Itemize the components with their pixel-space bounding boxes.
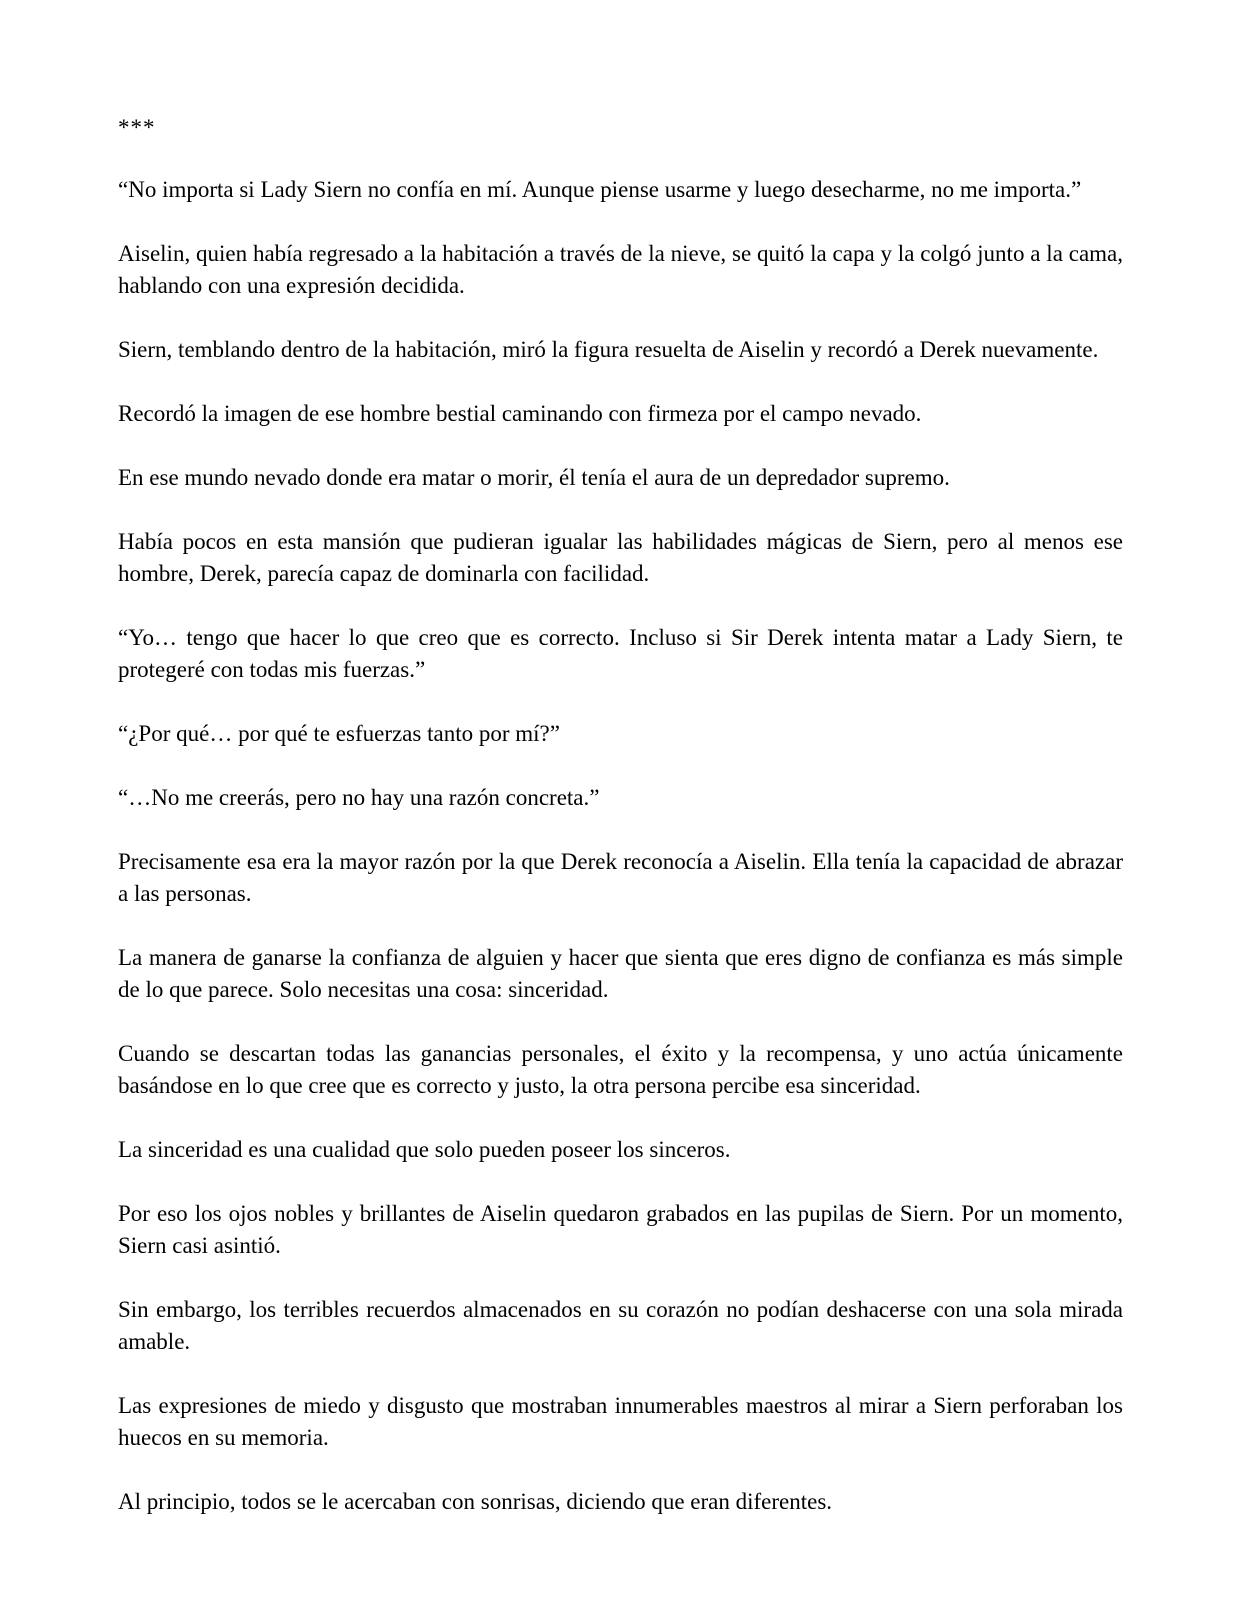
paragraph: Siern, temblando dentro de la habitación, miró la figura resuelta de Aiselin y recordó a Derek nuevamente.	[118, 337, 1099, 362]
paragraph: Las expresiones de miedo y disgusto que mostraban innumerables maestros al mirar a Siern perforaban los huecos en su memoria.	[118, 1393, 1123, 1450]
paragraph: En ese mundo nevado donde era matar o morir, él tenía el aura de un depredador supremo.	[118, 465, 950, 490]
paragraph: Aiselin, quien había regresado a la habitación a través de la nieve, se quitó la capa y la colgó junto a la cama, hablando con una expresión decidida.	[118, 241, 1123, 298]
paragraph: La sinceridad es una cualidad que solo pueden poseer los sinceros.	[118, 1137, 731, 1162]
paragraph: Al principio, todos se le acercaban con sonrisas, diciendo que eran diferentes.	[118, 1489, 833, 1514]
paragraph: Sin embargo, los terribles recuerdos almacenados en su corazón no podían deshacerse con una sola mirada amable.	[118, 1297, 1123, 1354]
paragraph: “¿Por qué… por qué te esfuerzas tanto por mí?”	[118, 721, 560, 746]
paragraph: Recordó la imagen de ese hombre bestial caminando con firmeza por el campo nevado.	[118, 401, 922, 426]
paragraph: “…No me creerás, pero no hay una razón concreta.”	[118, 785, 600, 810]
paragraph: “Yo… tengo que hacer lo que creo que es correcto. Incluso si Sir Derek intenta matar a Lady Siern, te protegeré con todas mis fuerzas.”	[118, 625, 1123, 682]
section-separator: ***	[118, 115, 156, 140]
paragraph: Había pocos en esta mansión que pudieran igualar las habilidades mágicas de Siern, pero al menos ese hombre, Derek, parecía capaz de dominarla con facilidad.	[118, 529, 1123, 586]
paragraph: La manera de ganarse la confianza de alguien y hacer que sienta que eres digno de confianza es más simple de lo que parece. Solo necesitas una cosa: sinceridad.	[118, 945, 1123, 1002]
document-body	[118, 112, 1123, 1518]
paragraph: Por eso los ojos nobles y brillantes de Aiselin quedaron grabados en las pupilas de Siern. Por un momento, Siern casi asintió.	[118, 1201, 1123, 1258]
paragraph: Cuando se descartan todas las ganancias personales, el éxito y la recompensa, y uno actúa únicamente basándose en lo que cree que es correcto y justo, la otra persona percibe esa sinceridad.	[118, 1041, 1123, 1098]
paragraph: “No importa si Lady Siern no confía en mí. Aunque piense usarme y luego desecharme, no me importa.”	[118, 177, 1082, 202]
paragraph: Precisamente esa era la mayor razón por la que Derek reconocía a Aiselin. Ella tenía la capacidad de abrazar a las personas.	[118, 849, 1123, 906]
